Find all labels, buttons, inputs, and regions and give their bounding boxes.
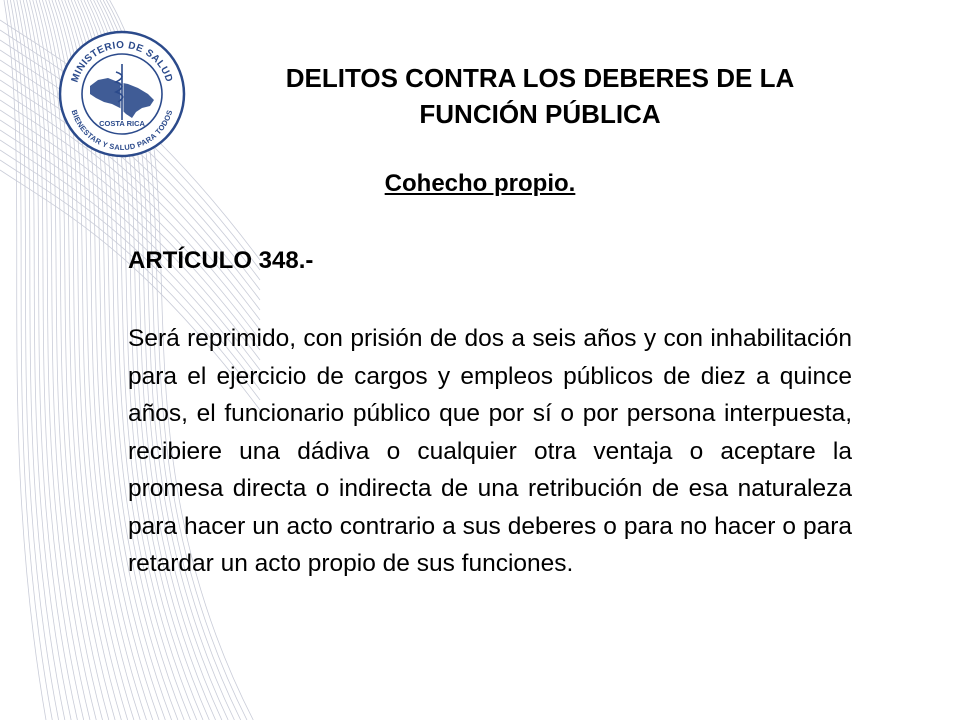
logo-top-text: MINISTERIO DE SALUD [69,39,175,84]
title-line-2: FUNCIÓN PÚBLICA [419,99,661,129]
section-subtitle: Cohecho propio. [384,170,576,197]
article-body: Será reprimido, con prisión de dos a seis años y con inhabilitación para el ejercicio de cargos y empleos públicos de diez a quince años, el funcionario público que por sí o por persona interpuesta, recibiere una dádiva o cualquier otra ventaja o aceptare la promesa directa o indirecta de una retribución de esa naturaleza para hacer un acto contrario a sus deberes o para no hacer o para retardar un acto propio de sus funciones. [128,325,852,577]
article-heading: ARTÍCULO 348.- [128,247,314,274]
background-curve [7,0,52,720]
title-line-1: DELITOS CONTRA LOS DEBERES DE LA [285,63,795,93]
ministerio-de-salud-logo [56,28,188,160]
page-title [210,60,870,132]
logo-bottom-text: BIENESTAR Y SALUD PARA TODOS [69,108,175,153]
logo-middle-text: COSTA RICA [99,119,145,128]
